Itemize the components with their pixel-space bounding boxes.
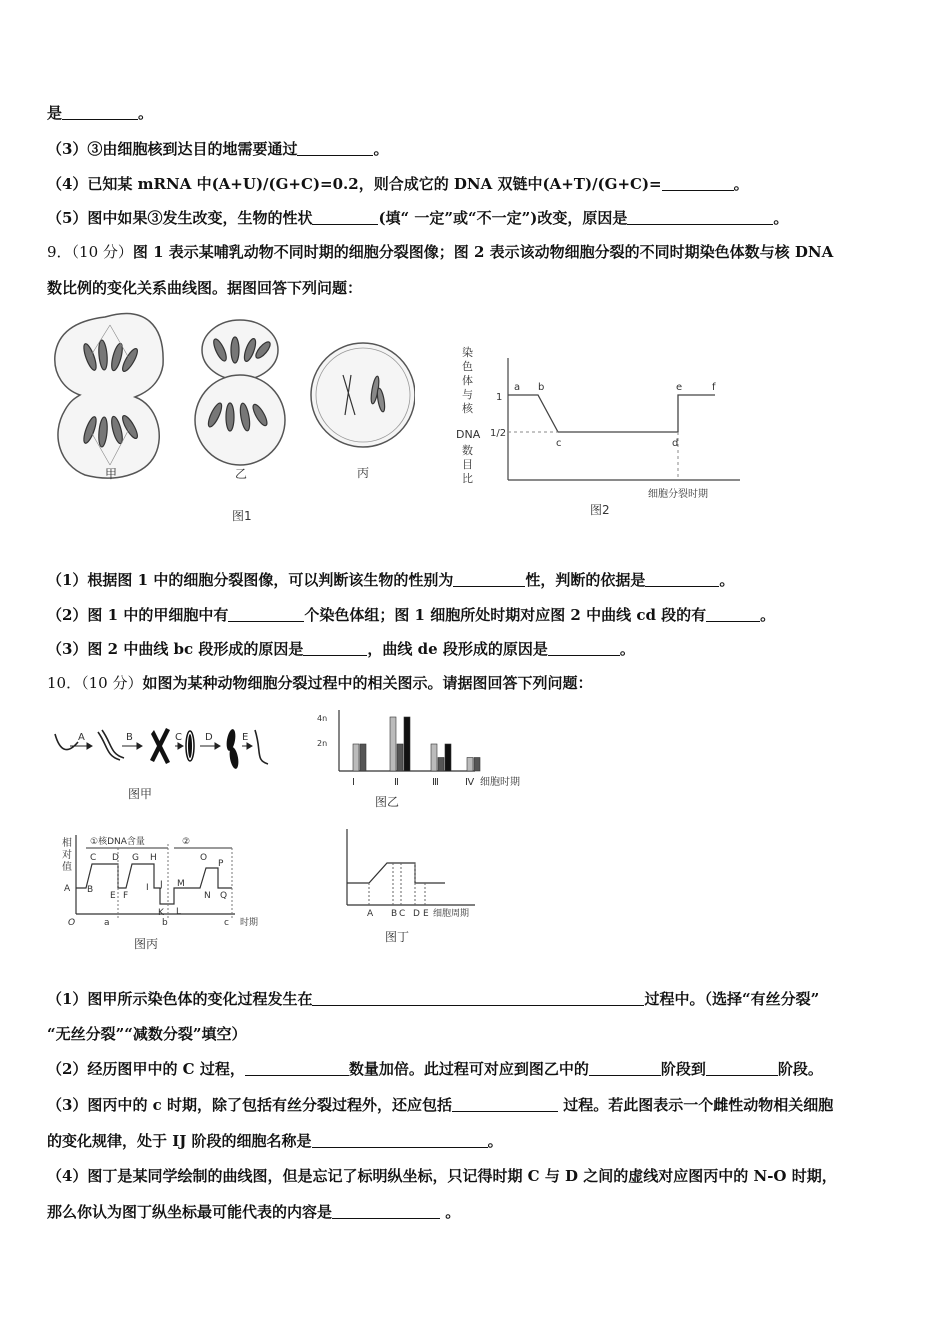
yi-caption: 图乙: [375, 795, 400, 809]
blank[interactable]: [453, 572, 525, 587]
step-label: B: [126, 732, 133, 743]
bar-Ⅲ-s3: [445, 744, 451, 771]
stage-label: Ⅰ: [352, 777, 355, 788]
label-yi: 乙: [235, 467, 248, 481]
ding-xlabel: 细胞周期: [433, 909, 470, 919]
blank[interactable]: [245, 1061, 349, 1076]
q10-1-cont: “无丝分裂”“减数分裂”填空）: [47, 1025, 247, 1043]
blank[interactable]: [627, 210, 773, 225]
ytick: 1: [496, 392, 503, 403]
point-label: A: [367, 909, 374, 919]
point-label: d: [672, 438, 679, 449]
ylabel-char: 目: [462, 458, 473, 471]
ylabel-char: 染: [462, 346, 473, 359]
point-label: M: [177, 879, 185, 889]
blank[interactable]: [62, 105, 138, 120]
step-label: A: [78, 732, 85, 743]
figure-1: [45, 305, 415, 530]
point-label: C: [399, 909, 406, 919]
bing-legend2: ②: [182, 837, 191, 847]
bar-Ⅳ-s2: [474, 758, 480, 772]
q10-1: （1）图甲所示染色体的变化过程发生在 过程中。（选择“有丝分裂”: [47, 990, 820, 1008]
figure-bing: [60, 830, 275, 955]
figure-2: [450, 340, 760, 520]
q10-2: （2）经历图甲中的 C 过程， 数量加倍。此过程可对应到图乙中的 阶段到 阶段。: [47, 1060, 823, 1078]
point-label: N: [204, 891, 211, 901]
q9-3: （3）图 2 中曲线 bc 段形成的原因是 ，曲线 de 段形成的原因是 。: [47, 640, 635, 658]
ylabel-char: 值: [62, 862, 72, 873]
ylabel-char: 相: [62, 838, 72, 849]
point-label: P: [218, 859, 224, 869]
figure-yi: [305, 705, 545, 815]
blank[interactable]: [706, 1061, 778, 1076]
ylabel-char: 对: [62, 850, 72, 861]
bar-Ⅲ-s2: [438, 758, 444, 772]
blank[interactable]: [312, 1133, 488, 1148]
blank[interactable]: [312, 991, 644, 1006]
point-label: b: [538, 382, 545, 393]
q9-2: （2）图 1 中的甲细胞中有 个染色体组；图 1 细胞所处时期对应图 2 中曲线 cd 段的有 。: [47, 606, 776, 624]
q10-3: （3）图丙中的 c 时期，除了包括有丝分裂过程外，还应包括 过程。若此图表示一个雌性动物相关细胞: [47, 1096, 834, 1114]
bar-Ⅰ-s2: [360, 744, 366, 771]
bar-Ⅱ-s2: [397, 744, 403, 771]
line-4: （5）图中如果③发生改变，生物的性状 (填“ 一定”或“不一定”)改变，原因是 。: [47, 209, 789, 227]
ytick: 1/2: [490, 428, 507, 439]
point-label: Q: [220, 891, 228, 901]
point-label: L: [176, 907, 182, 917]
ylabel-char: DNA: [456, 428, 481, 441]
fig2-caption: 图2: [590, 503, 610, 517]
blank[interactable]: [589, 1061, 661, 1076]
point-label: C: [90, 853, 97, 863]
point-label: J: [160, 880, 163, 890]
line-2: （3）③由细胞核到达目的地需要通过 。: [47, 140, 389, 158]
x-label: 时期: [240, 918, 259, 928]
bar-Ⅳ-s1: [467, 758, 473, 772]
figure-jia: [50, 722, 280, 807]
q10-heading: 10．（10 分）如图为某种动物细胞分裂过程中的相关图示。请据图回答下列问题：: [47, 674, 593, 692]
blank[interactable]: [312, 210, 378, 225]
point-label: O: [200, 853, 208, 863]
x-label: c: [224, 918, 229, 928]
point-label: a: [514, 382, 521, 393]
stage-label: Ⅱ: [394, 777, 399, 788]
blank[interactable]: [452, 1097, 558, 1112]
bar-Ⅰ-s1: [353, 744, 359, 771]
ytick: 4n: [317, 714, 328, 723]
fig2-ylabel: [456, 345, 481, 485]
point-label: K: [158, 908, 164, 918]
stage-label: Ⅳ: [465, 777, 475, 788]
point-label: A: [64, 884, 71, 894]
point-label: D: [112, 853, 119, 863]
point-label: c: [556, 438, 562, 449]
ylabel-char: 与: [462, 388, 473, 401]
point-label: G: [132, 853, 139, 863]
blank[interactable]: [303, 641, 367, 656]
blank[interactable]: [706, 607, 760, 622]
cell-jia: [55, 314, 163, 479]
step-label: C: [175, 732, 182, 743]
figure-ding: [335, 825, 495, 950]
cell-bing: [311, 343, 415, 447]
yi-xlabel: 细胞时期: [480, 777, 520, 788]
point-label: B: [87, 885, 94, 895]
jia-caption: 图甲: [128, 787, 153, 801]
point-label: H: [150, 853, 157, 863]
ding-caption: 图丁: [385, 930, 410, 944]
fig2-curve: [508, 395, 715, 432]
bing-caption: 图丙: [134, 937, 159, 951]
step-label: E: [242, 732, 249, 743]
x-label: a: [104, 918, 110, 928]
cell-yi: [195, 320, 285, 465]
point-label: D: [413, 909, 420, 919]
ylabel-char: 数: [462, 444, 473, 457]
fig1-caption: 图1: [232, 509, 252, 523]
fig2-xlabel: 细胞分裂时期: [648, 489, 708, 500]
point-label: e: [676, 382, 683, 393]
blank[interactable]: [645, 572, 719, 587]
bar-Ⅲ-s1: [431, 744, 437, 771]
ylabel-char: 体: [462, 374, 473, 387]
bar-Ⅱ-s3: [404, 717, 410, 771]
q9-heading: 9．（10 分）图 1 表示某哺乳动物不同时期的细胞分裂图像；图 2 表示该动物细胞分裂的不同时期染色体数与核 DNA: [47, 243, 834, 261]
x-label: b: [162, 918, 168, 928]
q10-4: （4）图丁是某同学绘制的曲线图，但是忘记了标明纵坐标，只记得时期 C 与 D 之间的虚线对应图丙中的 N-O 时期，: [47, 1167, 837, 1185]
blank[interactable]: [332, 1204, 440, 1219]
point-label: B: [391, 909, 398, 919]
point-label: E: [423, 909, 429, 919]
blank[interactable]: [228, 607, 304, 622]
line-1: 是 。: [47, 104, 154, 122]
bing-legend1: ①核DNA含量: [90, 837, 145, 847]
q10-3-cont: 的变化规律，处于 IJ 阶段的细胞名称是 。: [47, 1132, 503, 1150]
blank[interactable]: [662, 176, 734, 191]
x-label: O: [68, 918, 76, 928]
label-bing: 丙: [357, 466, 370, 480]
blank[interactable]: [548, 641, 620, 656]
line-3: （4）已知某 mRNA 中(A+U)/(G+C)=0.2，则合成它的 DNA 双链中(A+T)/(G+C)= 。: [47, 175, 749, 193]
bar-Ⅱ-s1: [390, 717, 396, 771]
point-label: E: [110, 891, 116, 901]
stage-label: Ⅲ: [432, 777, 439, 788]
q9-heading-cont: 数比例的变化关系曲线图。据图回答下列问题：: [47, 279, 363, 297]
ylabel-char: 色: [462, 360, 473, 373]
point-label: F: [123, 891, 129, 901]
label-jia: 甲: [105, 467, 118, 481]
point-label: f: [712, 382, 716, 393]
ytick: 2n: [317, 739, 328, 748]
ylabel-char: 比: [462, 472, 473, 485]
point-label: I: [146, 883, 149, 893]
blank[interactable]: [297, 141, 373, 156]
q10-4-cont: 那么你认为图丁纵坐标最可能代表的内容是 。: [47, 1203, 461, 1221]
step-label: D: [205, 732, 213, 743]
ylabel-char: 核: [462, 402, 473, 415]
q9-1: （1）根据图 1 中的细胞分裂图像，可以判断该生物的性别为 性，判断的依据是 。: [47, 571, 735, 589]
